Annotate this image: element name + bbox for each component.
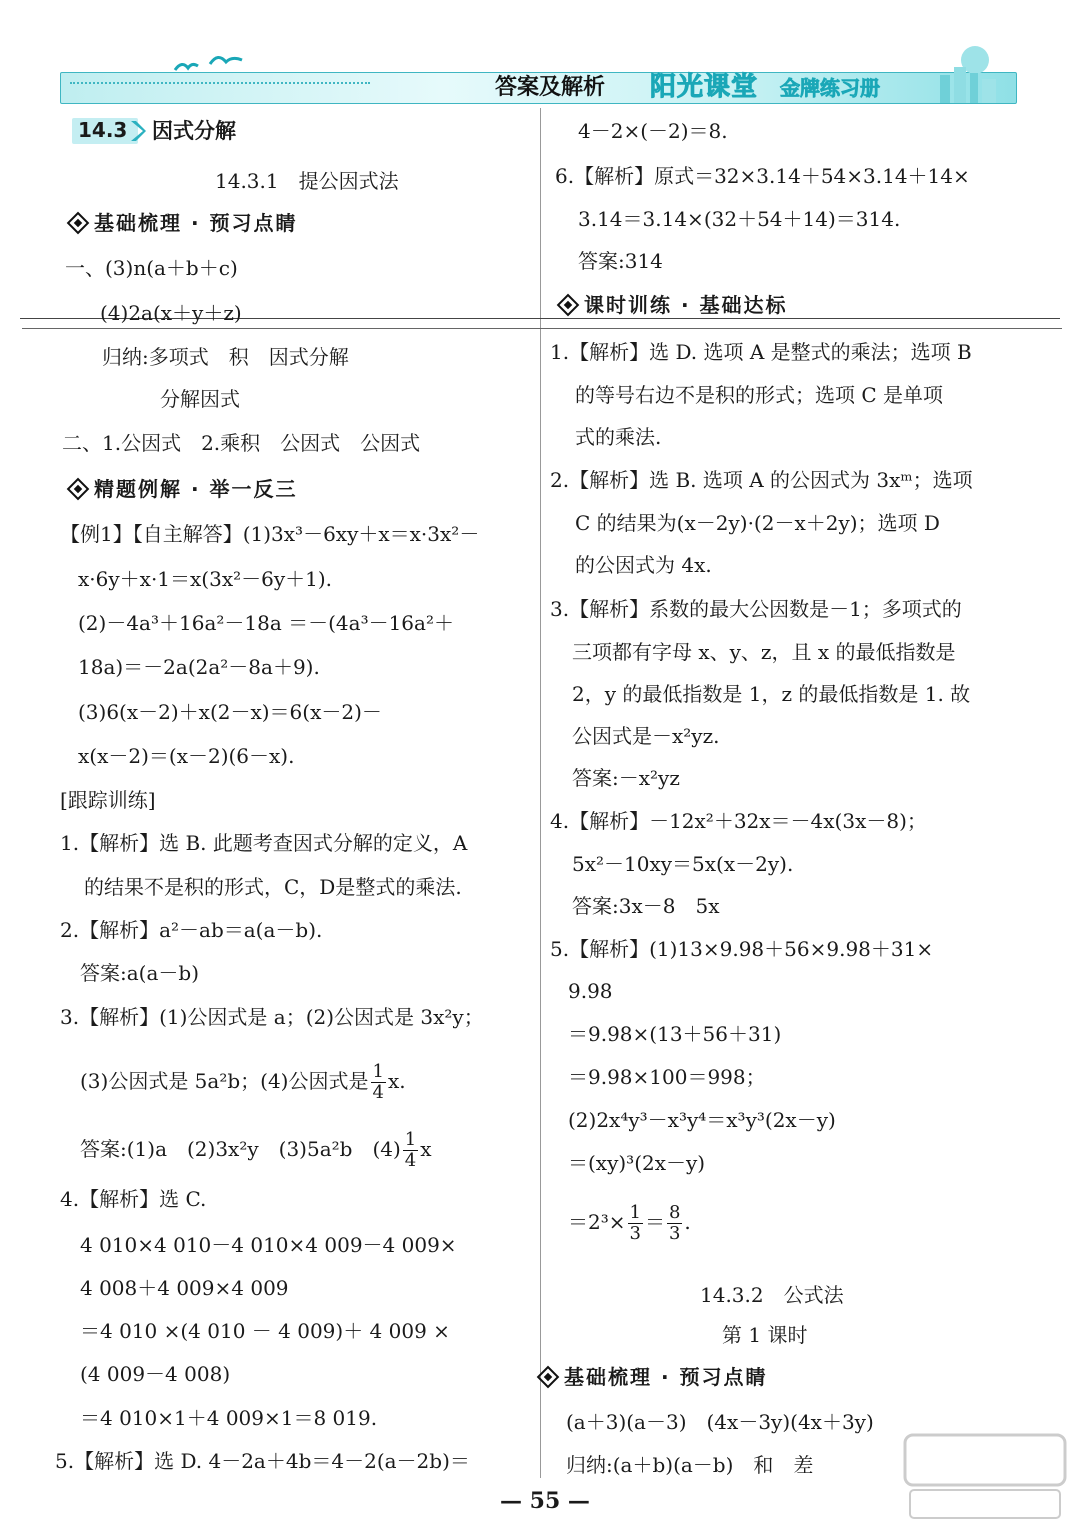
right-line-r8 <box>575 424 661 450</box>
right-line-r30 <box>566 1409 874 1435</box>
left-line-l5 <box>102 344 349 370</box>
line-text: 课时训练 · 基础达标 <box>584 293 788 317</box>
left-line-l11 <box>78 610 454 636</box>
line-text: 分解因式 <box>160 387 240 411</box>
left-line-l19 <box>80 960 199 986</box>
left-line-l9 <box>60 521 479 547</box>
right-line-r11 <box>575 552 712 578</box>
right-line-r19 <box>572 893 719 919</box>
line-text: 2.【解析】a²－ab＝a(a－b). <box>60 918 323 942</box>
line-text: 第 1 课时 <box>722 1323 808 1347</box>
line-text: 4 008＋4 009×4 009 <box>80 1276 289 1300</box>
line-text: (3)公因式是 5a²b；(4)公因式是 <box>80 1069 369 1093</box>
right-line-r22 <box>568 1021 781 1047</box>
birds-icon <box>170 48 250 78</box>
city-decoration-icon <box>920 35 1020 105</box>
left-line-l25 <box>80 1275 289 1301</box>
right-line-r27 <box>700 1282 844 1308</box>
fraction-denominator: 3 <box>629 1223 641 1244</box>
line-text: 3.【解析】系数的最大公因数是－1；多项式的 <box>550 597 962 621</box>
line-text: 4－2×(－2)＝8. <box>578 119 728 143</box>
left-line-l8 <box>70 476 298 502</box>
left-line-l23 <box>60 1186 206 1212</box>
line-text: 5x²－10xy＝5x(x－2y). <box>572 852 794 876</box>
diamond-bullet-icon <box>537 1365 560 1388</box>
fraction <box>628 1203 643 1244</box>
right-line-r18 <box>572 851 793 877</box>
line-text: 5.【解析】选 D. 4－2a＋4b＝4－2(a－2b)＝ <box>55 1449 470 1473</box>
page-number: — 55 — <box>500 1488 590 1514</box>
fraction-denominator: 4 <box>372 1082 384 1103</box>
right-line-r13 <box>572 639 955 665</box>
line-text: 1.【解析】选 B. 此题考查因式分解的定义，A <box>60 831 468 855</box>
left-line-l10 <box>78 566 332 592</box>
fraction-numerator: 8 <box>668 1202 681 1223</box>
page-header <box>60 60 1020 105</box>
column-divider <box>540 108 541 1478</box>
line-text: 一、(3)n(a＋b＋c) <box>65 256 238 280</box>
rule-line-bottom <box>22 328 1062 329</box>
line-text: 3.【解析】(1)公因式是 a；(2)公因式是 3x²y； <box>60 1005 484 1029</box>
line-text: [跟踪训练] <box>60 788 156 812</box>
left-line-l26 <box>80 1318 450 1344</box>
header-dotted-line <box>70 82 370 86</box>
watermark-logo <box>900 1425 1070 1525</box>
right-line-r3 <box>578 206 900 232</box>
line-text: ＝9.98×100＝998； <box>568 1065 766 1089</box>
line-text: 14.3.1 提公因式法 <box>215 169 399 193</box>
line-text: 三项都有字母 x、y、z，且 x 的最低指数是 <box>572 640 956 664</box>
line-text: 1.【解析】选 D. 选项 A 是整式的乘法；选项 B <box>550 340 972 364</box>
right-line-r24 <box>568 1107 836 1133</box>
fraction <box>403 1130 418 1171</box>
right-line-r9 <box>550 467 973 493</box>
line-text: x(x－2)＝(x－2)(6－x). <box>78 744 295 768</box>
right-line-r12 <box>550 596 962 622</box>
line-text: ＝(xy)³(2x－y) <box>568 1151 706 1175</box>
left-line-l12 <box>78 654 320 680</box>
line-text: 2，y 的最低指数是 1，z 的最低指数是 1. 故 <box>572 682 971 706</box>
right-line-r21 <box>568 978 613 1004</box>
right-line-r25 <box>568 1150 705 1176</box>
line-text: 的等号右边不是积的形式；选项 C 是单项 <box>575 383 944 407</box>
right-line-r28 <box>722 1322 807 1348</box>
line-text: 基础梳理 · 预习点睛 <box>94 211 298 235</box>
chevron-right-icon <box>128 118 148 144</box>
line-text-after-2: . <box>684 1210 691 1234</box>
right-line-r10 <box>575 510 940 536</box>
fraction-numerator: 1 <box>629 1202 641 1223</box>
line-text: 2.【解析】选 B. 选项 A 的公因式为 3xᵐ；选项 <box>550 468 973 492</box>
line-text: ＝4 010×1＋4 009×1＝8 019. <box>80 1406 378 1430</box>
left-line-l15 <box>60 787 156 813</box>
right-line-r31 <box>566 1452 813 1478</box>
line-text: 归纳:多项式 积 因式分解 <box>102 345 349 369</box>
line-text: 6.【解析】原式＝32×3.14＋54×3.14＋14× <box>555 164 970 188</box>
left-line-l6 <box>160 386 240 412</box>
line-text: (4)2a(x＋y＋z) <box>100 301 242 325</box>
right-line-r5 <box>560 292 788 318</box>
line-text: 答案:(1)a (2)3x²y (3)5a²b (4) <box>80 1137 401 1161</box>
right-line-r15 <box>572 723 720 749</box>
right-line-r4 <box>578 248 663 274</box>
line-text: 式的乘法. <box>575 425 662 449</box>
section-number: 14.3 <box>78 118 128 142</box>
left-line-l20 <box>60 1004 484 1030</box>
fraction-2 <box>667 1203 682 1244</box>
line-text: 精题例解 · 举一反三 <box>94 477 298 501</box>
diamond-bullet-icon <box>67 477 90 500</box>
left-line-l22 <box>80 1130 432 1171</box>
line-text: 14.3.2 公式法 <box>700 1283 844 1307</box>
header-title: 答案及解析 <box>495 75 606 100</box>
left-line-l24 <box>80 1232 457 1258</box>
line-text: 3.14＝3.14×(32＋54＋14)＝314. <box>578 207 901 231</box>
header-brand: 阳光课堂 <box>650 72 759 102</box>
line-text: 4.【解析】－12x²＋32x＝－4x(3x－8)； <box>550 809 927 833</box>
line-text: 18a)＝－2a(2a²－8a＋9). <box>78 655 320 679</box>
line-text: ＝2³× <box>568 1210 626 1234</box>
left-line-l13 <box>78 699 382 725</box>
right-line-r6 <box>550 339 972 365</box>
line-text: 的公因式为 4x. <box>575 553 712 577</box>
header-subtitle: 金牌练习册 <box>780 76 880 100</box>
fraction-denominator: 3 <box>668 1223 681 1244</box>
line-text: ＝9.98×(13＋56＋31) <box>568 1022 782 1046</box>
left-line-l3 <box>65 255 238 281</box>
diamond-bullet-icon <box>557 293 580 316</box>
line-text: 的结果不是积的形式，C，D是整式的乘法. <box>84 875 462 899</box>
left-line-l16 <box>60 830 467 856</box>
line-text: x·6y＋x·1＝x(3x²－6y＋1). <box>78 567 333 591</box>
line-text: 9.98 <box>568 979 613 1003</box>
line-text: (a＋3)(a－3) (4x－3y)(4x＋3y) <box>566 1410 874 1434</box>
line-text: ＝4 010 ×(4 010 － 4 009)＋ 4 009 × <box>80 1319 450 1343</box>
left-line-l7 <box>62 430 420 456</box>
line-text: 4.【解析】选 C. <box>60 1187 207 1211</box>
left-line-l18 <box>60 917 322 943</box>
right-line-r16 <box>572 765 680 791</box>
fraction-numerator: 1 <box>404 1129 417 1150</box>
left-line-l4 <box>100 300 242 326</box>
fraction-numerator: 1 <box>372 1061 384 1082</box>
right-line-r17 <box>550 808 927 834</box>
line-text-after: ＝ <box>644 1210 665 1234</box>
left-line-l2 <box>70 210 298 236</box>
diamond-bullet-icon <box>67 211 90 234</box>
fraction-denominator: 4 <box>404 1150 417 1171</box>
line-text-after: x. <box>387 1069 406 1093</box>
right-line-r7 <box>575 382 943 408</box>
right-line-r20 <box>550 936 933 962</box>
right-line-r2 <box>555 163 970 189</box>
section-title: 因式分解 <box>152 119 236 143</box>
line-text: C 的结果为(x－2y)·(2－x＋2y)；选项 D <box>575 511 940 535</box>
right-line-r1 <box>578 118 728 144</box>
line-text: 归纳:(a＋b)(a－b) 和 差 <box>566 1453 814 1477</box>
line-text: (2)2x⁴y³－x³y⁴＝x³y³(2x－y) <box>568 1108 836 1132</box>
line-text: 公因式是－x²yz. <box>572 724 720 748</box>
line-text: 二、1.公因式 2.乘积 公因式 公因式 <box>62 431 421 455</box>
line-text: (3)6(x－2)＋x(2－x)＝6(x－2)－ <box>78 700 382 724</box>
left-line-l21 <box>80 1062 406 1103</box>
left-line-l28 <box>80 1405 377 1431</box>
line-text: 答案:－x²yz <box>572 766 680 790</box>
line-text: 答案:a(a－b) <box>80 961 199 985</box>
left-line-l1 <box>215 168 399 194</box>
line-text: 【例1】【自主解答】(1)3x³－6xy＋x＝x·3x²－ <box>60 522 480 546</box>
right-line-r29 <box>540 1364 768 1390</box>
right-line-r23 <box>568 1064 766 1090</box>
line-text: 5.【解析】(1)13×9.98＋56×9.98＋31× <box>550 937 934 961</box>
fraction <box>371 1062 386 1103</box>
left-line-l14 <box>78 743 294 769</box>
line-text: (2)－4a³＋16a²－18a ＝－(4a³－16a²＋ <box>78 611 454 635</box>
line-text: 4 010×4 010－4 010×4 009－4 009× <box>80 1233 457 1257</box>
left-line-l29 <box>55 1448 470 1474</box>
line-text: 答案:3x－8 5x <box>572 894 720 918</box>
left-line-l27 <box>80 1361 230 1387</box>
right-line-r26 <box>568 1203 691 1244</box>
line-text-after: x <box>420 1137 432 1161</box>
left-line-l17 <box>84 874 462 900</box>
line-text: 基础梳理 · 预习点睛 <box>564 1365 768 1389</box>
right-line-r14 <box>572 681 970 707</box>
line-text: 答案:314 <box>578 249 663 273</box>
line-text: (4 009－4 008) <box>80 1362 231 1386</box>
